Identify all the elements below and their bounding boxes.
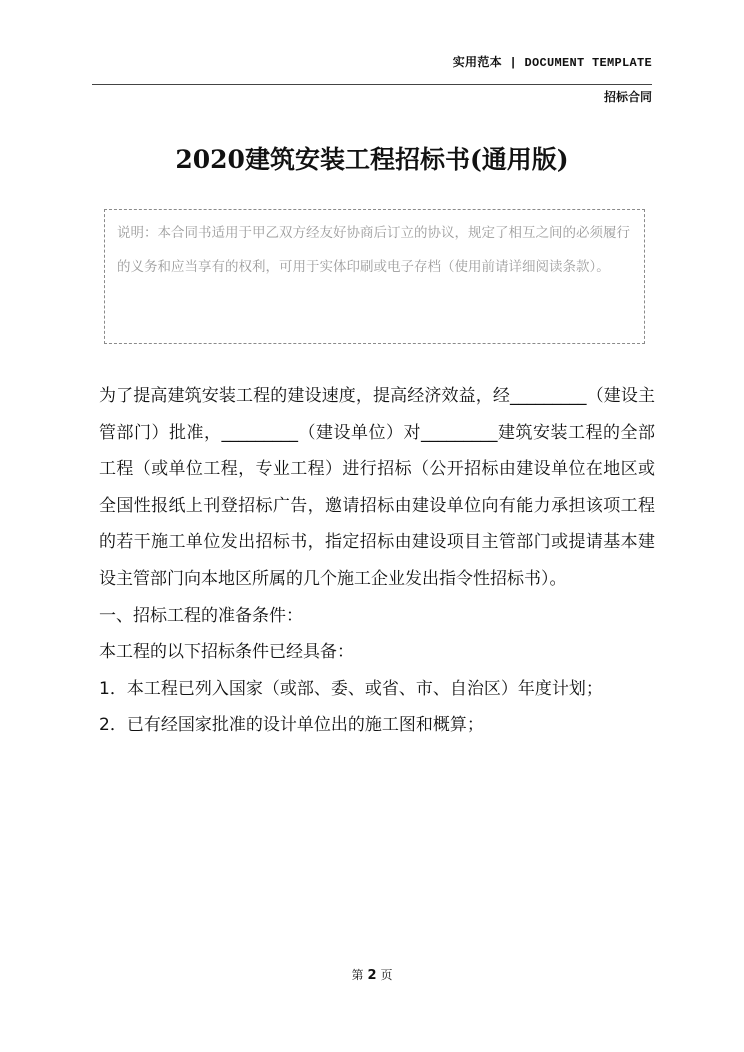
brand-cn: 实用范本 [452,55,502,69]
header-divider [92,84,652,85]
note-text: 说明：本合同书适用于甲乙双方经友好协商后订立的协议，规定了相互之间的必须履行的义务和应当享有的权利，可用于实体印刷或电子存档（使用前请详细阅读条款）。 [117,225,630,275]
page-footer [0,966,744,983]
document-body [99,378,655,744]
list-item-1: 1．本工程已列入国家（或部、委、或省、市、自治区）年度计划； [99,678,603,699]
body-paragraph: 本工程的以下招标条件已经具备： [99,642,354,663]
body-paragraph-intro: 为了提高建筑安装工程的建设速度，提高经济效益，经_________（建设主管部门）批准，_________（建设单位）对_________建筑安装工程的全部工程（或单位工程，专业工程）进行招标（公开招标由建设单位在地区或全国性报纸上刊登招标广告，邀请招标由建设单位向有能力承担该项工程的若干施工单位发出招标书，指定招标由建设项目主管部门或提请基本建设主管部门向本地区所属的几个施工企业发出指令性招标书）。 [99,386,655,589]
page-suffix: 页 [380,968,393,982]
note-box [104,209,645,344]
header-category: 招标合同 [603,90,652,104]
brand-separator: | [501,56,525,70]
document-title: 2020建筑安装工程招标书(通用版) [175,145,569,174]
page-prefix: 第 [351,968,364,982]
header-brand [453,53,652,70]
page-number: 2 [367,968,377,983]
brand-en: DOCUMENT TEMPLATE [524,56,652,70]
list-item-2: 2．已有经国家批准的设计单位出的施工图和概算； [99,715,484,736]
section-heading-1: 一、招标工程的准备条件： [99,605,303,626]
